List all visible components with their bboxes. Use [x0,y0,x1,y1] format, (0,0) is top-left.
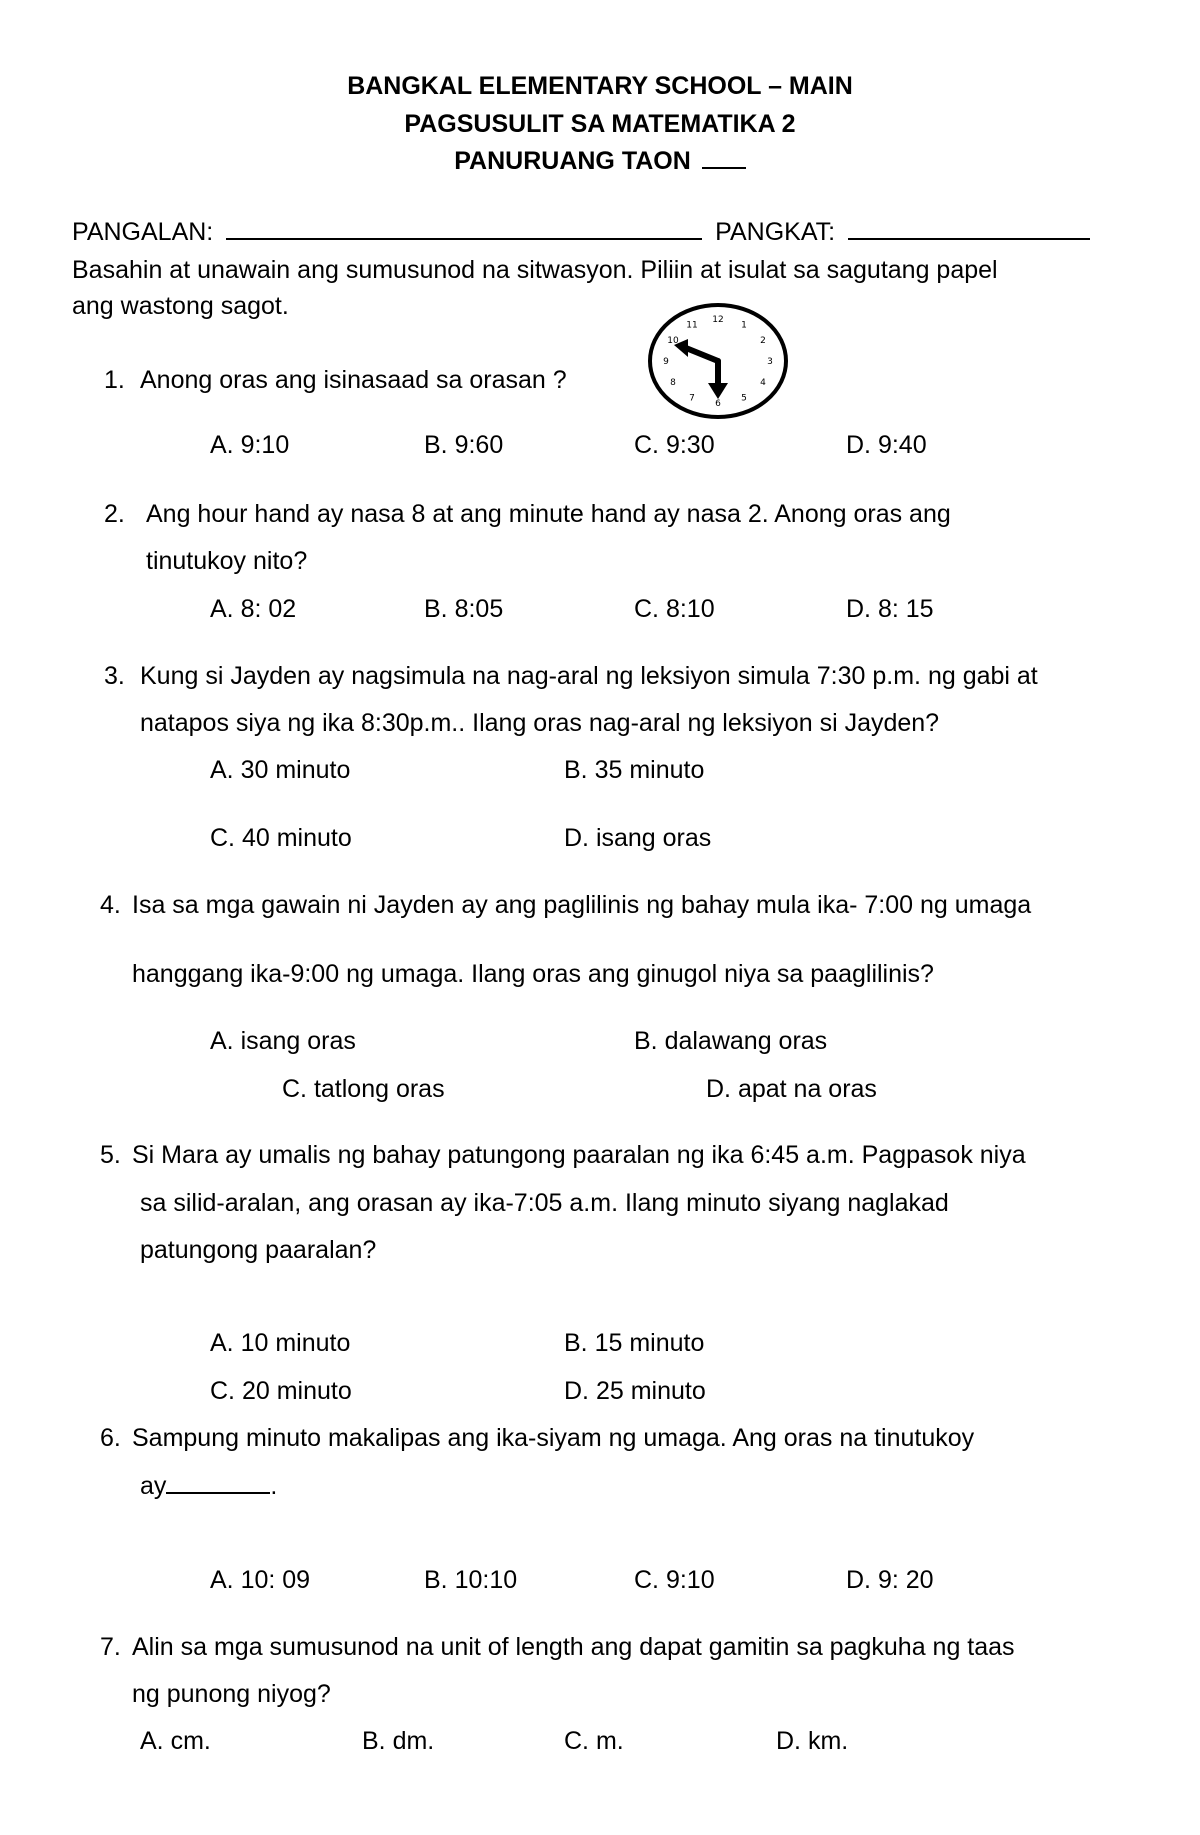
question-7-text-line-1: Alin sa mga sumusunod na unit of length ang dapat gamitin sa pagkuha ng taas [132,1633,1015,1661]
instructions-line-2: ang wastong sagot. [72,292,289,320]
question-1-number: 1. [104,366,125,394]
question-6-choice-a[interactable]: A. 10: 09 [210,1566,311,1594]
question-2-text-line-1: Ang hour hand ay nasa 8 at ang minute hand ay nasa 2. Anong oras ang [146,500,951,528]
clock-numeral: 3 [767,357,773,367]
question-6-period: . [270,1472,278,1500]
question-1-choice-d[interactable]: D. 9:40 [846,431,927,459]
name-label: PANGALAN: [72,218,214,246]
question-7-choice-c[interactable]: C. m. [564,1727,624,1755]
clock-numeral: 8 [670,378,676,388]
question-7-choice-a[interactable]: A. cm. [140,1727,211,1755]
question-5-text-line-2: sa silid-aralan, ang orasan ay ika-7:05 a.m. Ilang minuto siyang naglakad [140,1189,949,1217]
question-1-choice-b[interactable]: B. 9:60 [424,431,504,459]
school-year-label: PANURUANG TAON [454,147,691,175]
question-7-choice-b[interactable]: B. dm. [362,1727,435,1755]
question-5-number: 5. [100,1141,121,1169]
clock-numeral: 9 [663,357,669,367]
question-5-choice-d[interactable]: D. 25 minuto [564,1377,706,1405]
question-5-text-line-1: Si Mara ay umalis ng bahay patungong paaralan ng ika 6:45 a.m. Pagpasok niya [132,1141,1026,1169]
question-3-text-line-1: Kung si Jayden ay nagsimula na nag-aral ng leksiyon simula 7:30 p.m. ng gabi at [140,662,1038,690]
question-6-choice-d[interactable]: D. 9: 20 [846,1566,934,1594]
question-2-choice-b[interactable]: B. 8:05 [424,595,504,623]
question-2-choice-d[interactable]: D. 8: 15 [846,595,934,623]
question-3-choice-c[interactable]: C. 40 minuto [210,824,352,852]
question-4-text-line-2: hanggang ika-9:00 ng umaga. Ilang oras ang ginugol niya sa paaglilinis? [132,960,934,988]
question-7-number: 7. [100,1633,121,1661]
question-3-number: 3. [104,662,125,690]
question-5-choice-a[interactable]: A. 10 minuto [210,1329,351,1357]
section-label: PANGKAT: [715,218,836,246]
question-6-text-ay: ay [140,1472,167,1500]
clock-numeral: 5 [741,393,747,404]
question-6-choice-c[interactable]: C. 9:10 [634,1566,715,1594]
question-7-choice-d[interactable]: D. km. [776,1727,849,1755]
question-2-text-line-2: tinutukoy nito? [146,547,308,575]
question-3-text-line-2: natapos siya ng ika 8:30p.m.. Ilang oras nag-aral ng leksiyon si Jayden? [140,709,940,737]
question-3-choice-d[interactable]: D. isang oras [564,824,712,852]
question-7-text-line-2: ng punong niyog? [132,1680,331,1708]
question-4-choice-a[interactable]: A. isang oras [210,1027,356,1055]
question-6-choice-b[interactable]: B. 10:10 [424,1566,518,1594]
clock-numeral: 4 [760,378,766,388]
clock-numeral: 2 [760,336,766,346]
school-year [0,147,1200,176]
section-blank[interactable] [848,238,1090,240]
question-4-number: 4. [100,891,121,919]
clock-numeral: 7 [689,393,695,404]
instructions-line-1: Basahin at unawain ang sumusunod na sitwasyon. Piliin at isulat sa sagutang papel [72,256,998,284]
question-5-text-line-3: patungong paaralan? [140,1236,377,1264]
question-6-number: 6. [100,1424,121,1452]
clock-numeral: 6 [715,399,721,409]
school-name: BANGKAL ELEMENTARY SCHOOL – MAIN [347,72,853,100]
question-4-choice-d[interactable]: D. apat na oras [706,1075,877,1103]
question-6-answer-blank[interactable] [166,1492,270,1494]
clock-numeral: 11 [686,320,698,331]
analog-clock [648,302,788,420]
question-3-choice-b[interactable]: B. 35 minuto [564,756,705,784]
question-2-choice-a[interactable]: A. 8: 02 [210,595,297,623]
question-6-text-line-2 [140,1472,277,1501]
question-3-choice-a[interactable]: A. 30 minuto [210,756,351,784]
question-1-choice-c[interactable]: C. 9:30 [634,431,715,459]
question-4-text-line-1: Isa sa mga gawain ni Jayden ay ang paglilinis ng bahay mula ika- 7:00 ng umaga [132,891,1032,919]
clock-numeral: 10 [667,336,679,346]
question-5-choice-b[interactable]: B. 15 minuto [564,1329,705,1357]
exam-title: PAGSUSULIT SA MATEMATIKA 2 [404,110,796,138]
clock-numeral: 12 [712,315,724,325]
question-4-choice-b[interactable]: B. dalawang oras [634,1027,828,1055]
question-1-choice-a[interactable]: A. 9:10 [210,431,290,459]
question-4-choice-c[interactable]: C. tatlong oras [282,1075,445,1103]
question-1-text: Anong oras ang isinasaad sa orasan ? [140,366,567,394]
name-blank[interactable] [226,238,702,240]
question-2-choice-c[interactable]: C. 8:10 [634,595,715,623]
question-6-text-line-1: Sampung minuto makalipas ang ika-siyam ng umaga. Ang oras na tinutukoy [132,1424,975,1452]
clock-numeral: 1 [741,320,747,331]
question-2-number: 2. [104,500,125,528]
school-year-blank[interactable] [702,167,746,169]
name-row [72,218,1090,247]
question-5-choice-c[interactable]: C. 20 minuto [210,1377,352,1405]
